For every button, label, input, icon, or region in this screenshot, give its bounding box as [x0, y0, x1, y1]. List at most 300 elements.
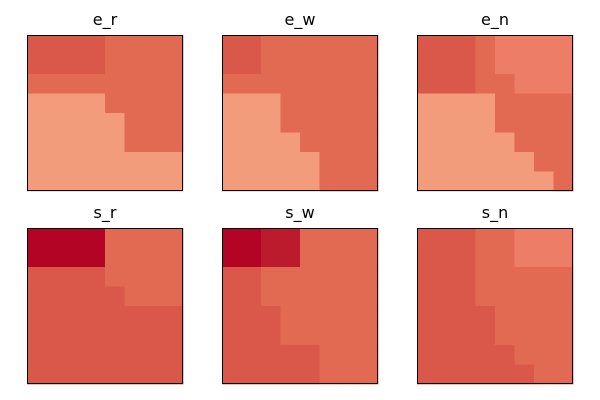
heatmap-cell [456, 133, 476, 153]
heatmap-cell [86, 35, 106, 55]
heatmap-cell [417, 287, 437, 307]
heatmap-cell [456, 228, 476, 248]
heatmap-cell [320, 152, 340, 172]
heatmap-cell [144, 326, 164, 346]
heatmap-cell [476, 55, 496, 75]
heatmap-cell [281, 267, 301, 287]
heatmap-cell [261, 55, 281, 75]
heatmap-cell [417, 152, 437, 172]
heatmap-cell [164, 55, 184, 75]
heatmap-cell [47, 326, 67, 346]
heatmap-cell [300, 74, 320, 94]
heatmap-cell [164, 152, 184, 172]
heatmap-cell [300, 35, 320, 55]
heatmap-cell [261, 267, 281, 287]
heatmap-cell [515, 326, 535, 346]
heatmap-cell [86, 74, 106, 94]
heatmap-cell [125, 113, 145, 133]
heatmap-cell [437, 152, 457, 172]
heatmap-cell [339, 306, 359, 326]
heatmap-cell [144, 365, 164, 385]
heatmap-cell [437, 133, 457, 153]
heatmap-cell [47, 55, 67, 75]
heatmap-cell [515, 287, 535, 307]
heatmap-cell [66, 113, 86, 133]
heatmap-cell [47, 365, 67, 385]
heatmap-cell [359, 55, 379, 75]
heatmap-cell [437, 55, 457, 75]
heatmap-cell [261, 365, 281, 385]
heatmap-cell [125, 267, 145, 287]
heatmap-cell [27, 172, 47, 192]
heatmap-cell [554, 35, 574, 55]
heatmap-cell [534, 248, 554, 268]
heatmap-cell [27, 35, 47, 55]
heatmap-cell [339, 365, 359, 385]
heatmap-cell [281, 133, 301, 153]
heatmap-cell [320, 94, 340, 114]
heatmap-cell [300, 172, 320, 192]
heatmap-cell [476, 345, 496, 365]
heatmap-cell [300, 267, 320, 287]
heatmap-cell [417, 113, 437, 133]
heatmap-cell [27, 94, 47, 114]
heatmap-cell [47, 133, 67, 153]
heatmap-cell [66, 74, 86, 94]
panel-e-w [222, 10, 378, 191]
heatmap-cell [242, 228, 262, 248]
heatmap-cell [534, 113, 554, 133]
heatmap-cell [554, 94, 574, 114]
panel-title: e_n [481, 10, 509, 29]
heatmap-cell [105, 306, 125, 326]
heatmap-cell [437, 326, 457, 346]
heatmap-cell [359, 35, 379, 55]
heatmap-cell [66, 228, 86, 248]
heatmap-cell [534, 326, 554, 346]
heatmap-cell [144, 133, 164, 153]
heatmap-cell [515, 55, 535, 75]
heatmap-cell [27, 267, 47, 287]
heatmap-cell [534, 345, 554, 365]
heatmap-cell [456, 172, 476, 192]
heatmap-cell [222, 55, 242, 75]
heatmap-cell [125, 248, 145, 268]
heatmap-cell [86, 113, 106, 133]
heatmap-cell [495, 345, 515, 365]
heatmap-cell [27, 133, 47, 153]
heatmap-cell [47, 345, 67, 365]
heatmap-cell [261, 152, 281, 172]
heatmap-cell [125, 365, 145, 385]
heatmap-cell [105, 267, 125, 287]
heatmap-cell [300, 113, 320, 133]
heatmap-cell [125, 287, 145, 307]
heatmap-cell [320, 365, 340, 385]
heatmap-cell [417, 172, 437, 192]
heatmap-cell [222, 365, 242, 385]
heatmap-cell [66, 365, 86, 385]
heatmap-cell [164, 172, 184, 192]
heatmap-cell [359, 306, 379, 326]
heatmap-cell [495, 267, 515, 287]
heatmap-cell [27, 113, 47, 133]
heatmap-cell [554, 248, 574, 268]
heatmap-cell [164, 133, 184, 153]
heatmap-cell [437, 35, 457, 55]
heatmap-cell [66, 152, 86, 172]
panel-title: s_n [481, 203, 509, 222]
heatmap-cell [476, 172, 496, 192]
heatmap-cell [417, 74, 437, 94]
heatmap-cell [164, 228, 184, 248]
heatmap-cell [281, 172, 301, 192]
heatmap-cell [300, 152, 320, 172]
heatmap-cell [476, 248, 496, 268]
heatmap-cell [534, 365, 554, 385]
heatmap-cell [456, 74, 476, 94]
heatmap-cell [300, 55, 320, 75]
panel-title: e_r [92, 10, 118, 29]
heatmap-cell [222, 94, 242, 114]
heatmap-cell [86, 152, 106, 172]
heatmap-cell [417, 94, 437, 114]
heatmap-cell [222, 113, 242, 133]
heatmap-cell [534, 35, 554, 55]
heatmap-cell [86, 365, 106, 385]
heatmap-cell [242, 267, 262, 287]
heatmap-cell [320, 326, 340, 346]
heatmap-cell [300, 326, 320, 346]
heatmap-cell [515, 345, 535, 365]
heatmap-cell [417, 55, 437, 75]
heatmap-cell [125, 306, 145, 326]
heatmap-cell [437, 74, 457, 94]
heatmap-cell [261, 228, 281, 248]
heatmap-cell [534, 267, 554, 287]
heatmap-cell [86, 172, 106, 192]
heatmap-cell [359, 113, 379, 133]
heatmap-cell [339, 94, 359, 114]
heatmap-cell [281, 74, 301, 94]
heatmap-cell [125, 94, 145, 114]
heatmap-cell [515, 35, 535, 55]
heatmap-cell [534, 306, 554, 326]
heatmap-cell [242, 248, 262, 268]
heatmap-cell [320, 35, 340, 55]
heatmap-cell [222, 287, 242, 307]
heatmap-cell [86, 228, 106, 248]
heatmap-cell [144, 287, 164, 307]
heatmap-cell [66, 172, 86, 192]
heatmap-cell [261, 306, 281, 326]
heatmap-cell [242, 133, 262, 153]
heatmap-cell [495, 326, 515, 346]
heatmap-cell [105, 35, 125, 55]
heatmap-cell [554, 228, 574, 248]
heatmap-cell [437, 306, 457, 326]
heatmap-cell [339, 55, 359, 75]
heatmap-cell [476, 287, 496, 307]
heatmap-cell [300, 287, 320, 307]
heatmap-cell [495, 306, 515, 326]
heatmap-cell [47, 287, 67, 307]
heatmap-cell [554, 345, 574, 365]
heatmap-cell [456, 152, 476, 172]
heatmap-cell [66, 267, 86, 287]
heatmap-cell [359, 133, 379, 153]
heatmap-cell [515, 228, 535, 248]
heatmap-cell [27, 55, 47, 75]
heatmap-cell [300, 365, 320, 385]
heatmap-cell [339, 248, 359, 268]
heatmap-cell [554, 133, 574, 153]
heatmap-cell [27, 287, 47, 307]
heatmap-cell [495, 228, 515, 248]
heatmap-cell [242, 172, 262, 192]
heatmap-cell [437, 287, 457, 307]
heatmap-cell [47, 306, 67, 326]
heatmap-cell [144, 228, 164, 248]
heatmap-cell [27, 326, 47, 346]
heatmap-cell [144, 35, 164, 55]
heatmap-cell [456, 287, 476, 307]
heatmap-cell [222, 35, 242, 55]
heatmap-cell [437, 94, 457, 114]
heatmap-cell [515, 365, 535, 385]
heatmap-cell [476, 365, 496, 385]
heatmap-cell [534, 94, 554, 114]
heatmap-cell [47, 94, 67, 114]
heatmap-cell [105, 113, 125, 133]
heatmap-cell [261, 326, 281, 346]
heatmap-cell [554, 326, 574, 346]
heatmap-cell [339, 35, 359, 55]
heatmap-cell [281, 228, 301, 248]
heatmap-cell [495, 74, 515, 94]
heatmap-cell [66, 248, 86, 268]
heatmap-cell [144, 152, 164, 172]
heatmap-cell [339, 287, 359, 307]
heatmap-cell [125, 228, 145, 248]
heatmap-cell [27, 228, 47, 248]
heatmap-cell [242, 365, 262, 385]
heatmap-cell [339, 326, 359, 346]
heatmap-cell [125, 74, 145, 94]
heatmap-cell [515, 94, 535, 114]
heatmap-cell [476, 306, 496, 326]
heatmap-cell [281, 345, 301, 365]
heatmap-cell [437, 267, 457, 287]
heatmap-cell [281, 287, 301, 307]
heatmap-cell [164, 248, 184, 268]
heatmap-cell [359, 228, 379, 248]
heatmap-cell [66, 35, 86, 55]
heatmap-cell [456, 35, 476, 55]
heatmap-cell [144, 94, 164, 114]
heatmap-cell [339, 113, 359, 133]
heatmap-cell [164, 267, 184, 287]
heatmap-cell [86, 248, 106, 268]
heatmap-cell [515, 172, 535, 192]
heatmap-cell [515, 248, 535, 268]
heatmap-cell [515, 133, 535, 153]
heatmap-cell [456, 113, 476, 133]
heatmap-cell [242, 345, 262, 365]
heatmap-cell [144, 306, 164, 326]
heatmap-cell [164, 345, 184, 365]
heatmap-cell [417, 267, 437, 287]
heatmap-cell [281, 248, 301, 268]
heatmap-cell [66, 345, 86, 365]
panel-title: e_w [284, 10, 316, 29]
heatmap-cell [534, 74, 554, 94]
heatmap-cell [281, 365, 301, 385]
heatmap-cell [495, 365, 515, 385]
heatmap-cell [476, 133, 496, 153]
heatmap-cell [222, 248, 242, 268]
panel-s-w [222, 203, 378, 384]
heatmap-cell [105, 365, 125, 385]
heatmap-cell [86, 267, 106, 287]
heatmap-cell [105, 228, 125, 248]
heatmap-cell [456, 267, 476, 287]
heatmap-cell [86, 345, 106, 365]
heatmap-cell [534, 133, 554, 153]
heatmap-cell [437, 228, 457, 248]
heatmap-cell [261, 113, 281, 133]
heatmap-cell [27, 365, 47, 385]
heatmap-cell [86, 287, 106, 307]
heatmap-cell [554, 113, 574, 133]
heatmap-cell [339, 345, 359, 365]
heatmap-cell [300, 133, 320, 153]
heatmap-cell [86, 94, 106, 114]
heatmap-cell [144, 74, 164, 94]
heatmap-cell [66, 94, 86, 114]
heatmap-cell [320, 267, 340, 287]
heatmap-cell [359, 365, 379, 385]
heatmap-cell [339, 152, 359, 172]
heatmap-cell [222, 306, 242, 326]
heatmap-cell [144, 113, 164, 133]
panel-title: s_w [285, 203, 315, 222]
heatmap-cell [105, 326, 125, 346]
heatmap-cell [437, 172, 457, 192]
heatmap-cell [359, 74, 379, 94]
heatmap-cell [534, 228, 554, 248]
heatmap-cell [105, 152, 125, 172]
heatmap-cell [534, 172, 554, 192]
heatmap-cell [495, 35, 515, 55]
heatmap-cell [417, 35, 437, 55]
heatmap-cell [456, 94, 476, 114]
heatmap-cell [105, 133, 125, 153]
heatmap-cell [47, 248, 67, 268]
heatmap-cell [242, 287, 262, 307]
heatmap-cell [359, 248, 379, 268]
heatmap-cell [261, 248, 281, 268]
heatmap-cell [417, 228, 437, 248]
heatmap-cell [339, 74, 359, 94]
heatmap-cell [242, 94, 262, 114]
heatmap-cell [125, 35, 145, 55]
heatmap-cell [476, 94, 496, 114]
heatmap-cell [222, 267, 242, 287]
heatmap-cell [417, 326, 437, 346]
heatmap-cell [164, 94, 184, 114]
heatmap-cell [242, 55, 262, 75]
heatmap-cell [27, 74, 47, 94]
heatmap-cell [476, 326, 496, 346]
heatmap-cell [242, 306, 262, 326]
heatmap-cell [261, 287, 281, 307]
heatmap-cell [437, 113, 457, 133]
heatmap-cell [47, 74, 67, 94]
heatmap-cell [300, 94, 320, 114]
heatmap-cell [281, 306, 301, 326]
heatmap-cell [476, 74, 496, 94]
heatmap-cell [27, 306, 47, 326]
heatmap-cell [339, 172, 359, 192]
heatmap-cell [125, 55, 145, 75]
heatmap-cell [144, 172, 164, 192]
heatmap-cell [320, 172, 340, 192]
heatmap-cell [125, 326, 145, 346]
heatmap-cell [417, 306, 437, 326]
heatmap-cell [515, 306, 535, 326]
heatmap-cell [554, 172, 574, 192]
heatmap-cell [281, 152, 301, 172]
heatmap-cell [437, 365, 457, 385]
heatmap-cell [437, 248, 457, 268]
heatmap-cell [359, 345, 379, 365]
heatmap-cell [476, 35, 496, 55]
heatmap-cell [105, 345, 125, 365]
heatmap-cell [554, 365, 574, 385]
heatmap-cell [242, 35, 262, 55]
heatmap-cell [66, 326, 86, 346]
heatmap-cell [281, 326, 301, 346]
heatmap-cell [242, 113, 262, 133]
heatmap-cell [47, 152, 67, 172]
heatmap-cell [27, 248, 47, 268]
heatmap-cell [105, 55, 125, 75]
heatmap-cell [417, 248, 437, 268]
heatmap-cell [86, 55, 106, 75]
heatmap-cell [320, 287, 340, 307]
heatmap-cell [534, 152, 554, 172]
heatmap-cell [66, 133, 86, 153]
heatmap-cell [300, 306, 320, 326]
heatmap-cell [456, 365, 476, 385]
heatmap-cell [495, 172, 515, 192]
heatmap-cell [222, 326, 242, 346]
heatmap-cell [320, 55, 340, 75]
heatmap-cell [105, 94, 125, 114]
heatmap-cell [144, 267, 164, 287]
heatmap-cell [86, 133, 106, 153]
heatmap-cell [339, 133, 359, 153]
heatmap-cell [320, 113, 340, 133]
heatmap-cell [261, 74, 281, 94]
heatmap-cell [359, 267, 379, 287]
heatmap-cell [164, 365, 184, 385]
heatmap-cell [417, 345, 437, 365]
heatmap-cell [164, 306, 184, 326]
heatmap-cell [515, 74, 535, 94]
heatmap-cell [281, 35, 301, 55]
